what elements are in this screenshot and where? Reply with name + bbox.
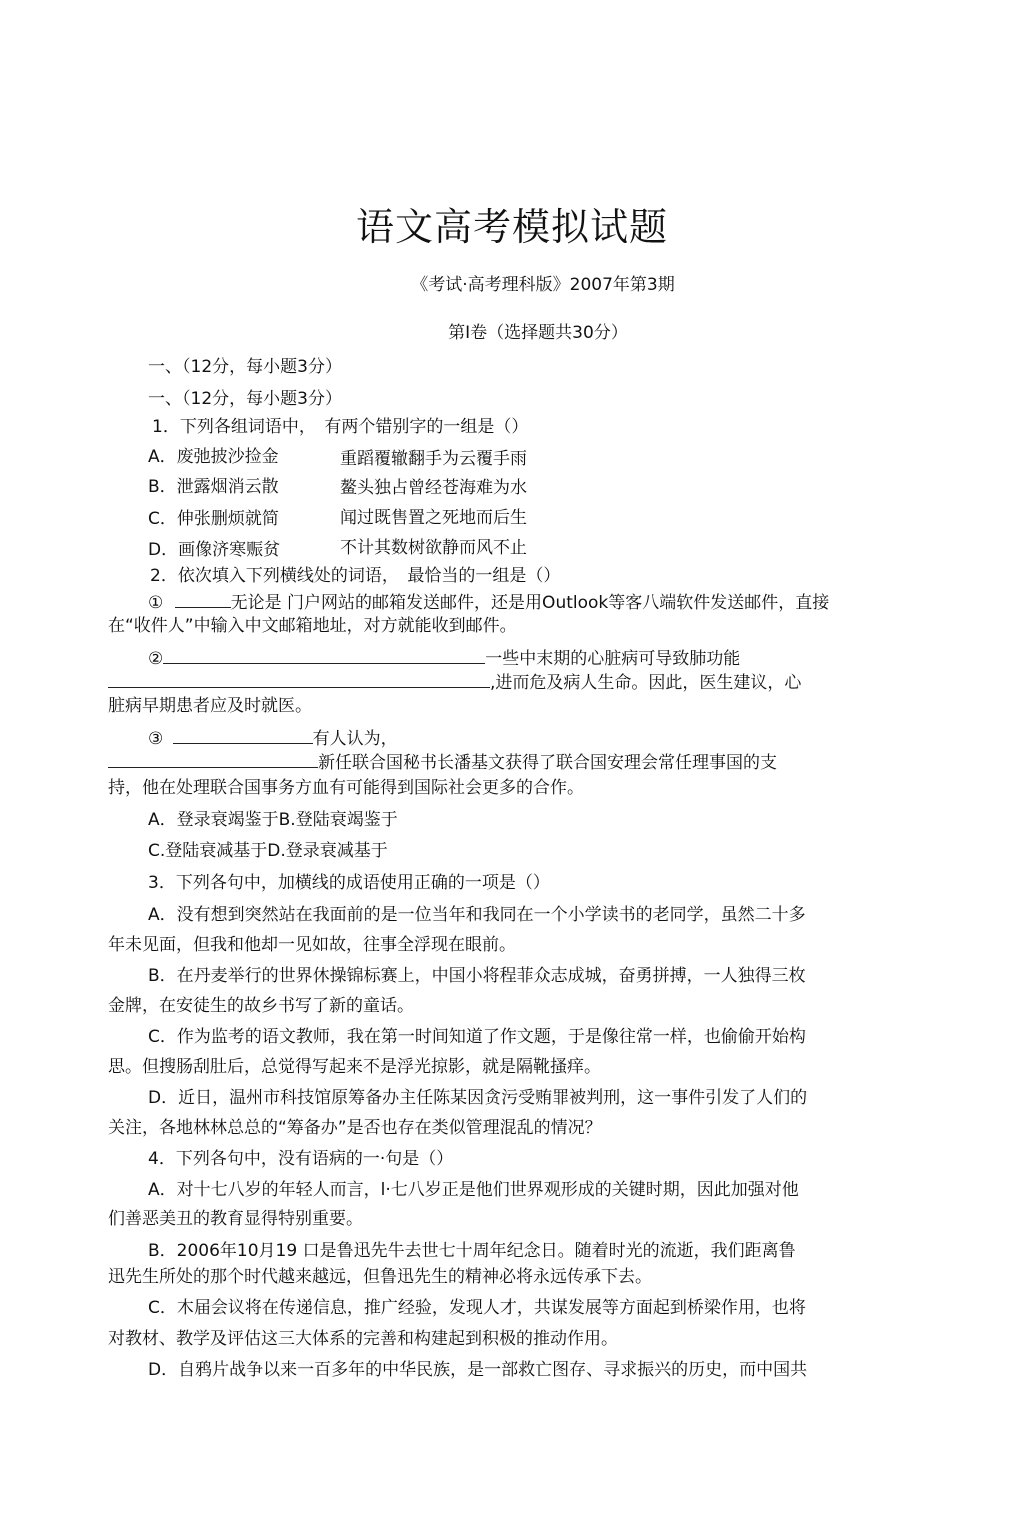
q2-sentence-2-line-2 [108, 669, 801, 696]
q2-sentence-1-line-2: 在“收件人”中输入中文邮箱地址，对方就能收到邮件。 [108, 616, 517, 636]
fill-blank [175, 589, 231, 608]
q1-option-b-left: B．泄露烟消云散 [148, 477, 279, 497]
fill-blank [163, 645, 485, 664]
q2-sentence-2-text: 一些中末期的心脏病可导致肺功能 [485, 649, 741, 669]
q2-marker-3: ③ [148, 729, 164, 749]
page-title: 语文高考模拟试题 [355, 205, 668, 249]
q3-option-d-line-1: D．近日，温州市科技馆原筹备办主任陈某因贪污受贿罪被判刑，这一事件引发了人们的 [148, 1088, 808, 1108]
q2-sentence-2-line-3: 脏病早期患者应及时就医。 [108, 696, 312, 716]
question-3-stem: 3．下列各句中，加横线的成语使用正确的一项是（） [148, 873, 550, 893]
q1-option-b-right: 鳌头独占曾经苍海难为水 [340, 478, 527, 498]
q4-option-d-line-1: D．自鸦片战争以来一百多年的中华民族，是一部救亡图存、寻求振兴的历史，而中国共 [148, 1360, 808, 1380]
q4-option-a-line-2: 们善恶美丑的教育显得特别重要。 [108, 1209, 363, 1229]
q1-option-a-left: A．废弛披沙捡金 [148, 447, 279, 467]
q3-option-b-line-1: B．在丹麦举行的世界休操锦标赛上，中国小将程菲众志成城，奋勇拼搏，一人独得三枚 [148, 966, 806, 986]
q1-option-c-left: C．伸张删烦就简 [148, 509, 279, 529]
question-1-stem: 1．下列各组词语中， 有两个错别字的一组是（） [152, 417, 529, 437]
source-subtitle: 《考试·高考理科版》2007年第3期 [411, 275, 675, 295]
q2-sentence-3-line-1 [148, 725, 398, 752]
q1-option-c-right: 闻过既售置之死地而后生 [340, 508, 527, 528]
q2-sentence-1-text: 无论是 门户网站的邮箱发送邮件，还是用Outlook等客八端软件发送邮件，直接 [230, 593, 830, 613]
q4-option-a-line-1: A．对十七八岁的年轻人而言，l·七八岁正是他们世界观形成的关键时期，因此加强对他 [148, 1180, 799, 1200]
question-4-stem: 4．下列各句中，没有语病的一·句是（） [148, 1149, 454, 1169]
q2-options-cd: C.登陆衰减基于D.登录衰减基于 [148, 841, 388, 861]
q2-sentence-3-line-3: 持，他在处理联合国事务方血有可能得到国际社会更多的合作。 [108, 778, 584, 798]
part-heading: 一、（12分，每小题3分） [148, 357, 342, 377]
q2-sentence-3-line-2 [108, 749, 777, 776]
q2-options-ab: A．登录衰竭鉴于B.登陆衰竭鉴于 [148, 810, 398, 830]
q4-option-b-line-2: 迅先生所处的那个时代越来越远，但鲁迅先生的精神必将永远传承下去。 [108, 1267, 652, 1287]
q3-option-b-line-2: 金牌，在安徒生的故乡书写了新的童话。 [108, 996, 414, 1016]
q4-option-c-line-1: C．木届会议将在传递信息，推广经验，发现人才，共谋发展等方面起到桥梁作用，也将 [148, 1298, 806, 1318]
q2-sentence-2-line-1 [148, 645, 740, 672]
q3-option-a-line-2: 年未见面，但我和他却一见如故，往事全浮现在眼前。 [108, 935, 516, 955]
q2-sentence-2-text-cont: ,进而危及病人生命。因此，医生建议，心 [490, 673, 802, 693]
fill-blank [108, 749, 318, 768]
q3-option-a-line-1: A．没有想到突然站在我面前的是一位当年和我同在一个小学读书的老同学，虽然二十多 [148, 905, 806, 925]
q2-sentence-3-text: 有人认为， [312, 729, 398, 749]
part-heading: 一、（12分，每小题3分） [148, 389, 342, 409]
fill-blank [108, 669, 490, 688]
q2-marker-2: ② [148, 649, 164, 669]
q1-option-d-left: D．画像济寒赈贫 [148, 540, 281, 560]
q1-option-a-right: 重蹈覆辙翻手为云覆手雨 [340, 449, 527, 469]
q3-option-c-line-1: C．作为监考的语文教师，我在第一时间知道了作文题，于是像往常一样，也偷偷开始构 [148, 1027, 806, 1047]
q2-marker-1: ① [148, 593, 164, 613]
q4-option-c-line-2: 对教材、教学及评估这三大体系的完善和构建起到积极的推动作用。 [108, 1329, 618, 1349]
q2-sentence-3-text-cont: 新任联合国秘书长潘基文获得了联合国安理会常任理事国的支 [318, 753, 777, 773]
q3-option-c-line-2: 思。但搜肠刮肚后，总觉得写起来不是浮光掠影，就是隔靴搔痒。 [108, 1057, 601, 1077]
fill-blank [173, 725, 313, 744]
q1-option-d-right: 不计其数树欲静而风不止 [340, 538, 527, 558]
q2-sentence-1-line-1 [148, 589, 829, 616]
q3-option-d-line-2: 关注，各地林林总总的“筹备办”是否也存在类似管理混乱的情况？ [108, 1118, 602, 1138]
q4-option-b-line-1: B．2006年10月19 口是鲁迅先牛去世七十周年纪念日。随着时光的流逝，我们距离鲁 [148, 1241, 796, 1261]
question-2-stem: 2．依次填入下列横线处的词语， 最恰当的一组是（） [150, 566, 561, 586]
section-heading: 第Ⅰ卷（选择题共30分） [448, 323, 628, 343]
